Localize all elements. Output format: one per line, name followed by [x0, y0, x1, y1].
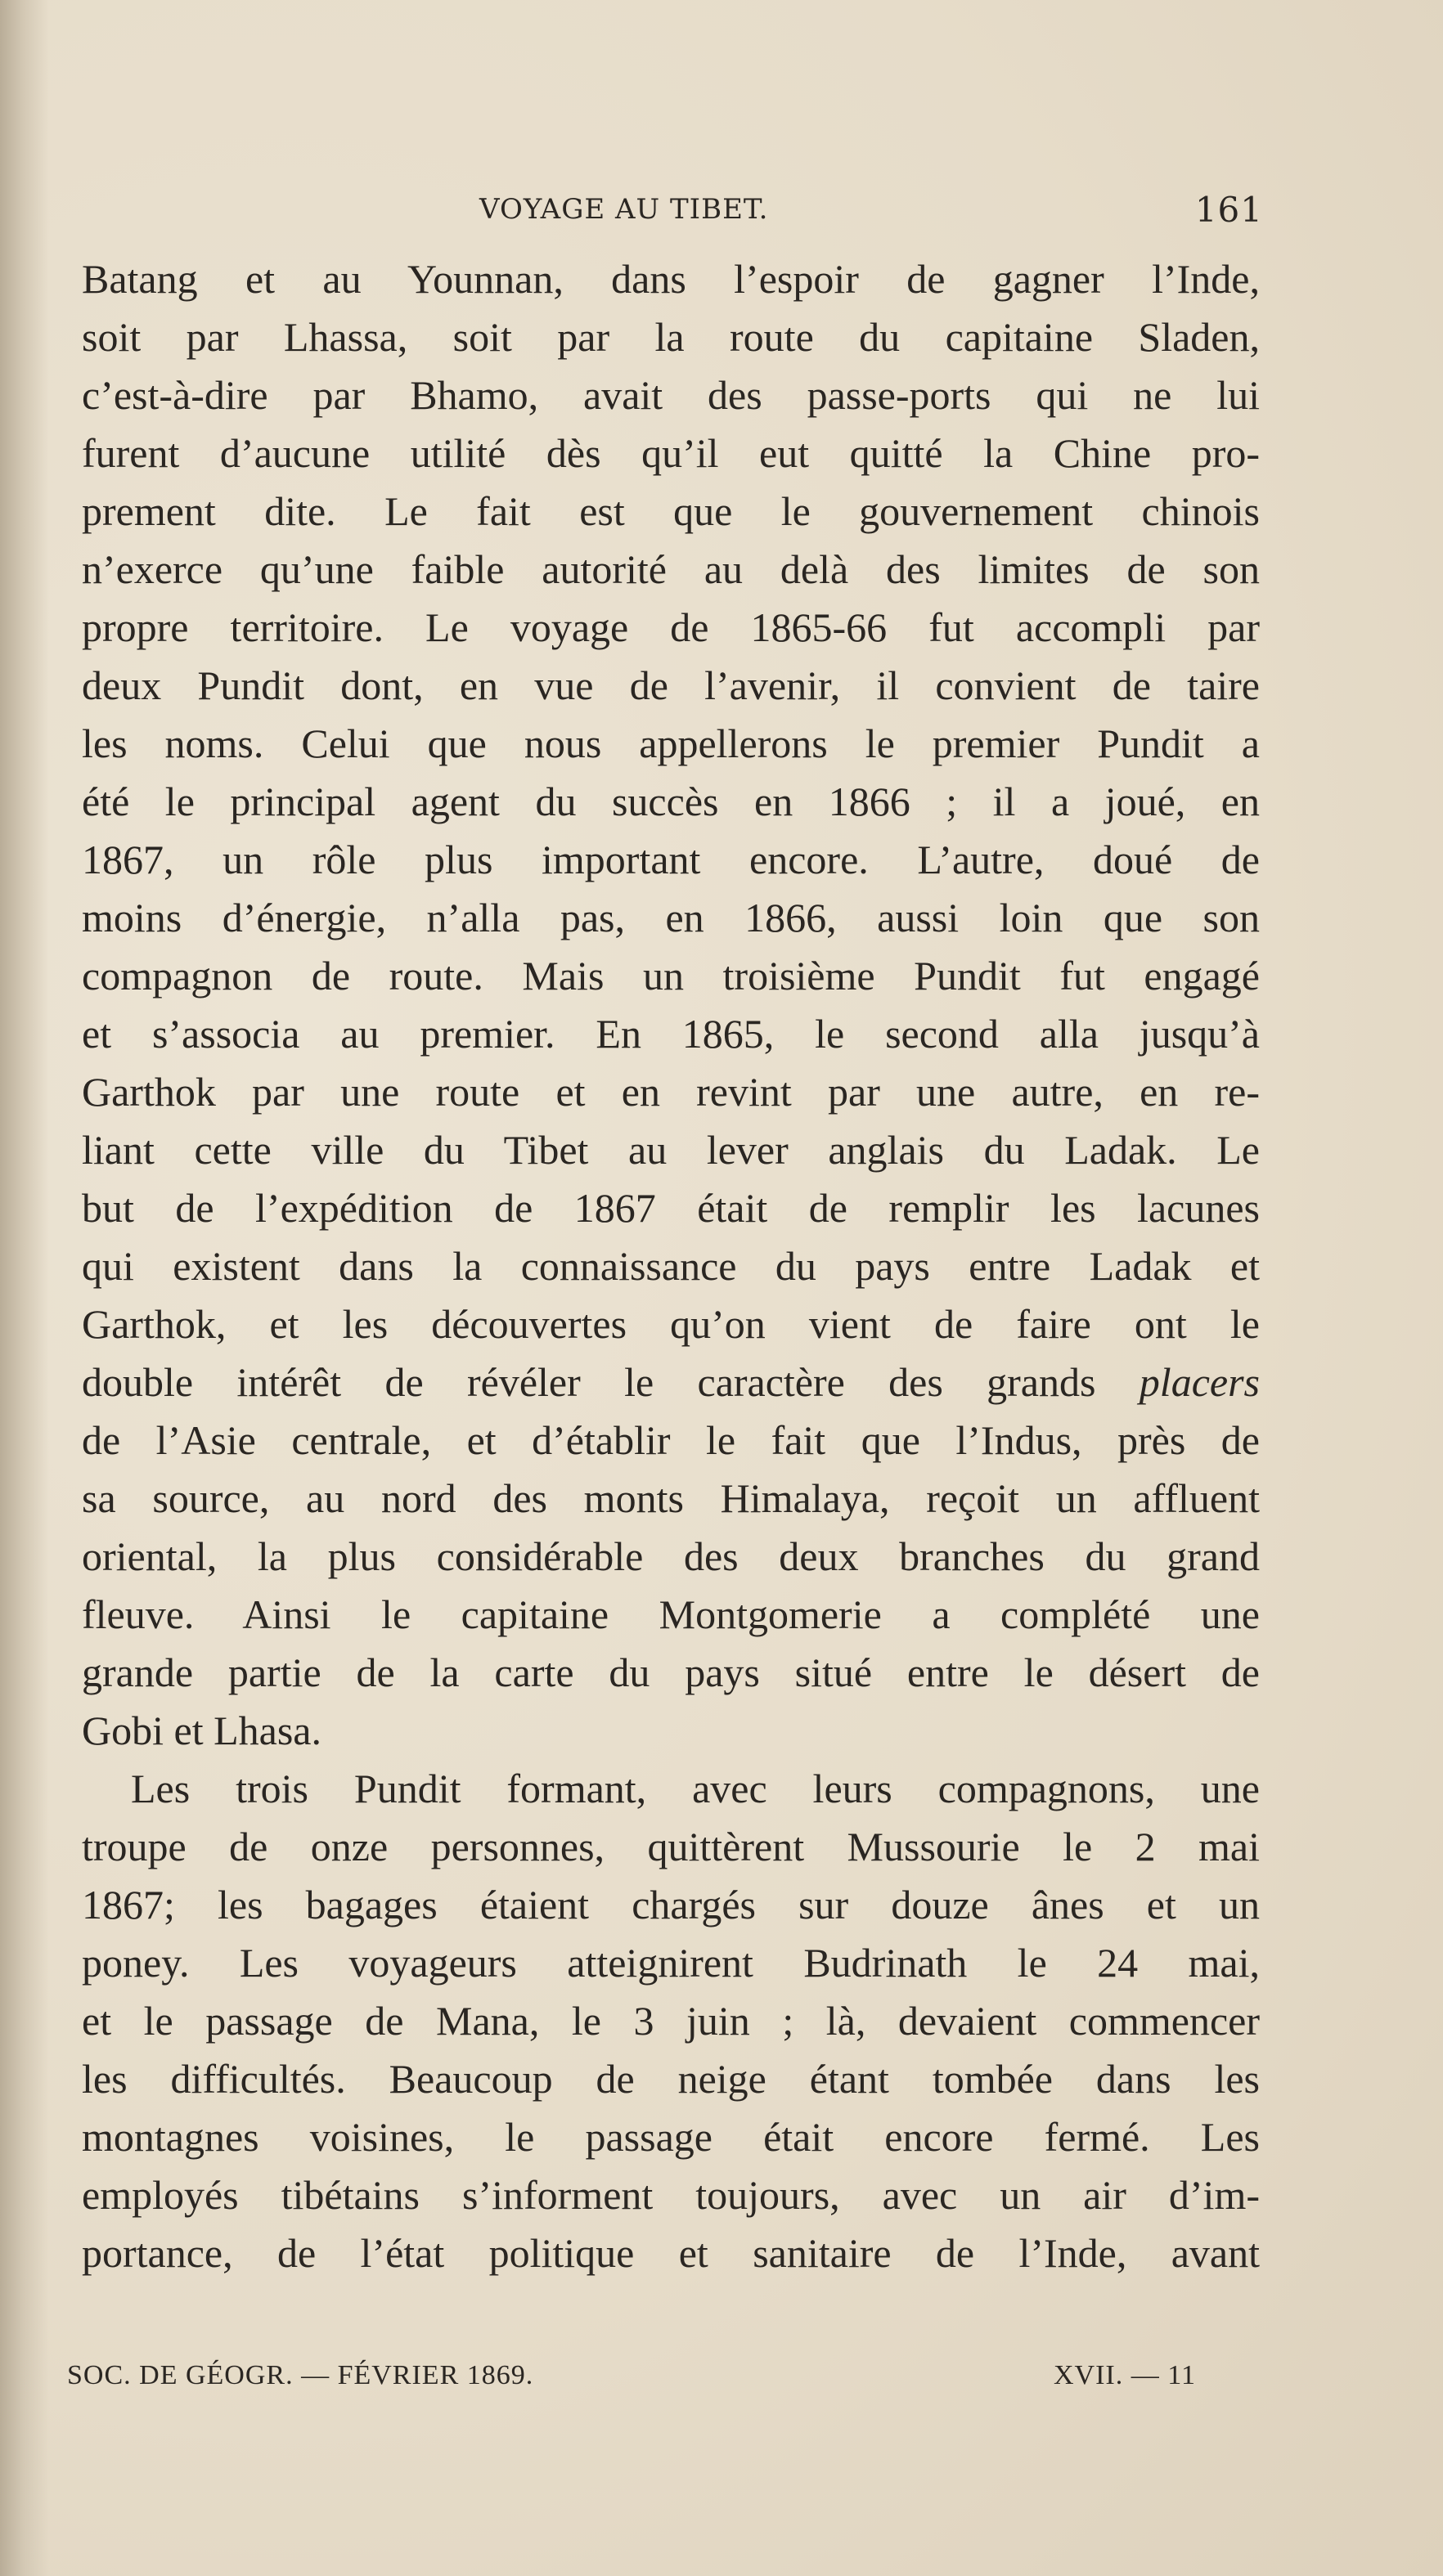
text-line-with-italic — [82, 1353, 1260, 1411]
text-line: deux Pundit dont, en vue de l’avenir, il convient de taire — [82, 662, 1260, 708]
text-line: troupe de onze personnes, quittèrent Mussourie le 2 mai — [82, 1824, 1260, 1869]
text-line: Batang et au Younnan, dans l’espoir de gagner l’Inde, — [82, 256, 1260, 302]
text-line: Garthok par une route et en revint par une autre, en re- — [82, 1069, 1260, 1115]
book-page — [82, 190, 1263, 2282]
page-number: 161 — [1194, 190, 1263, 230]
paragraph-1 — [82, 250, 1260, 1760]
text-line: employés tibétains s’informent toujours, avec un air d’im- — [82, 2172, 1260, 2218]
text-line: Gobi et Lhasa. — [82, 1708, 321, 1753]
text-line: et s’associa au premier. En 1865, le second alla jusqu’à — [82, 1011, 1260, 1057]
text-line: et le passage de Mana, le 3 juin ; là, devaient commencer — [82, 1998, 1260, 2044]
text-line: oriental, la plus considérable des deux branches du grand — [82, 1533, 1260, 1579]
text-line: poney. Les voyageurs atteignirent Budrinath le 24 mai, — [82, 1940, 1260, 1986]
text-line: les difficultés. Beaucoup de neige étant tombée dans les — [82, 2056, 1260, 2102]
text-line: fleuve. Ainsi le capitaine Montgomerie a complété une — [82, 1591, 1260, 1637]
text-line: compagnon de route. Mais un troisième Pundit fut engagé — [82, 953, 1260, 999]
text-line: 1867; les bagages étaient chargés sur douze ânes et un — [82, 1882, 1260, 1928]
text-line: c’est-à-dire par Bhamo, avait des passe-ports qui ne lui — [82, 372, 1260, 418]
text-line: soit par Lhassa, soit par la route du capitaine Sladen, — [82, 314, 1260, 360]
text-line: prement dite. Le fait est que le gouvernement chinois — [82, 488, 1260, 534]
text-line: de l’Asie centrale, et d’établir le fait que l’Indus, près de — [82, 1417, 1260, 1463]
running-title: VOYAGE AU TIBET. — [479, 193, 769, 226]
italic-word: placers — [1139, 1359, 1260, 1405]
text-line: 1867, un rôle plus important encore. L’autre, doué de — [82, 837, 1260, 882]
text-line: qui existent dans la connaissance du pays entre Ladak et — [82, 1243, 1260, 1289]
text-line: liant cette ville du Tibet au lever anglais du Ladak. Le — [82, 1127, 1260, 1173]
text-line: grande partie de la carte du pays situé entre le désert de — [82, 1649, 1260, 1695]
paragraph-2 — [82, 1760, 1260, 2282]
footer-sheet-number: XVII. — 11 — [1054, 2360, 1196, 2390]
text-line: portance, de l’état politique et sanitaire de l’Inde, avant — [82, 2230, 1260, 2276]
text-line: les noms. Celui que nous appellerons le premier Pundit a — [82, 720, 1260, 766]
text-line: été le principal agent du succès en 1866 ; il a joué, en — [82, 779, 1260, 824]
text-line: n’exerce qu’une faible autorité au delà des limites de son — [82, 546, 1260, 592]
text-line: propre territoire. Le voyage de 1865-66 fut accompli par — [82, 604, 1260, 650]
text-line: montagnes voisines, le passage était encore fermé. Les — [82, 2114, 1260, 2160]
text-line: furent d’aucune utilité dès qu’il eut quitté la Chine pro- — [82, 430, 1260, 476]
running-header — [82, 190, 1263, 242]
text-line: moins d’énergie, n’alla pas, en 1866, aussi loin que son — [82, 895, 1260, 940]
text-line: sa source, au nord des monts Himalaya, reçoit un affluent — [82, 1475, 1260, 1521]
body-text — [82, 250, 1260, 2282]
text-line: but de l’expédition de 1867 était de remplir les lacunes — [82, 1185, 1260, 1231]
text-line: Les trois Pundit formant, avec leurs compagnons, une — [131, 1766, 1260, 1811]
text-fragment: double intérêt de révéler le caractère des grands — [82, 1359, 1140, 1405]
text-line: Garthok, et les découvertes qu’on vient de faire ont le — [82, 1301, 1260, 1347]
footer-signature: SOC. DE GÉOGR. — FÉVRIER 1869. — [67, 2360, 534, 2390]
page-gutter-shadow — [0, 0, 49, 2576]
